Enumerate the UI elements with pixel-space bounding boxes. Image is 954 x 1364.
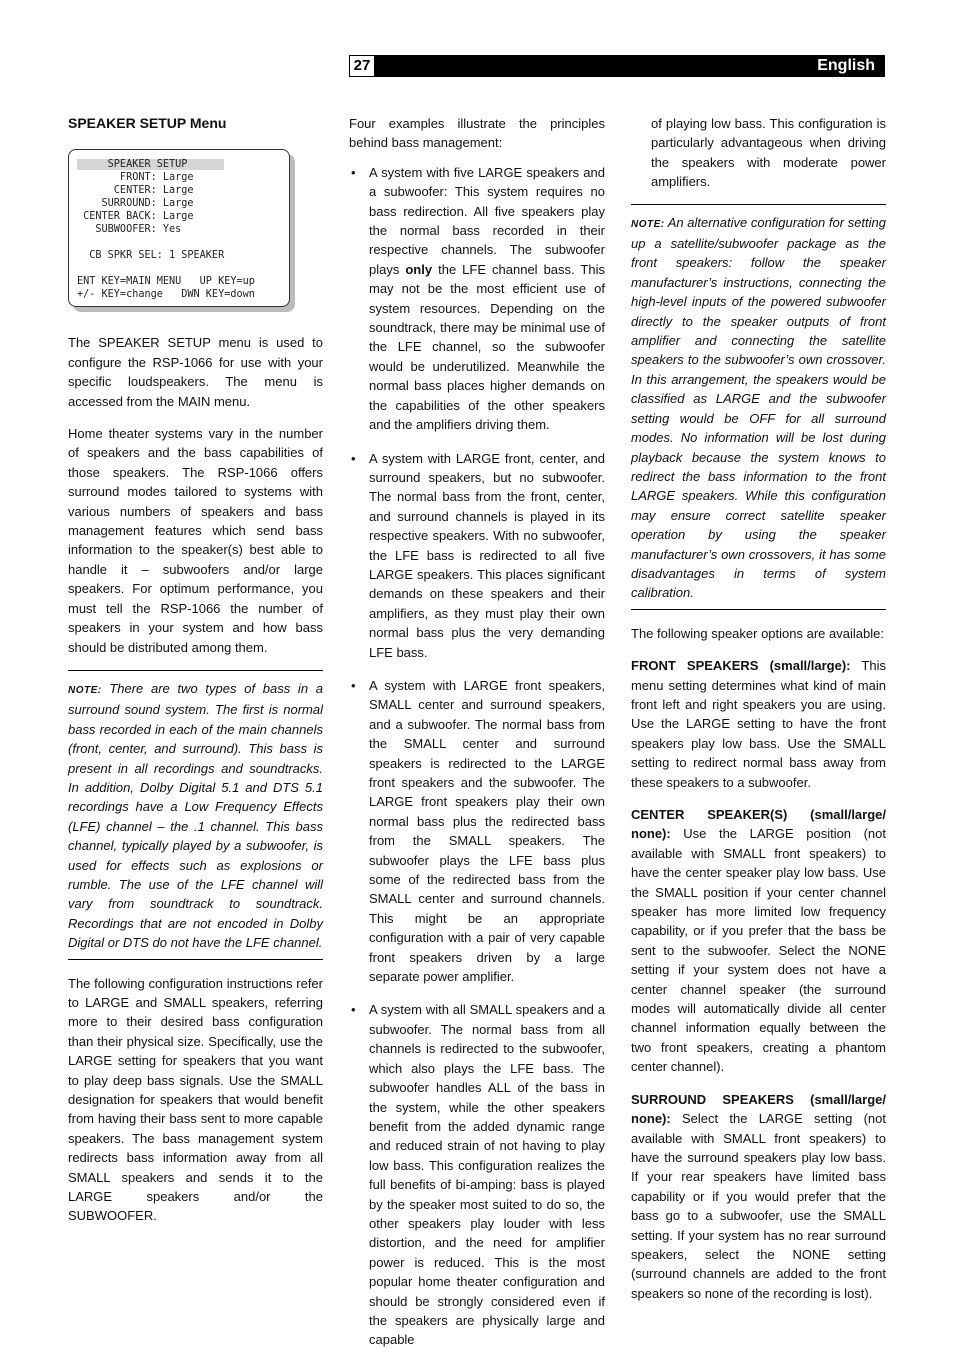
list-item-text: A system with five LARGE speakers and a subwoofer: This system requires no bass redirection. All five speakers play the normal bass recorded in their respective channels. The subwoofer plays bbox=[369, 164, 605, 277]
note-label: NOTE: bbox=[68, 684, 102, 696]
osd-screen bbox=[68, 149, 290, 307]
osd-line: CENTER BACK: Large bbox=[77, 211, 194, 223]
option-title: FRONT SPEAKERS (small/large): bbox=[631, 658, 851, 674]
osd-line: SURROUND: Large bbox=[77, 198, 194, 210]
option-title: SURROUND SPEAKERS (small/large/ none): bbox=[631, 1091, 886, 1127]
list-item: • A system with LARGE front speakers, SMALL center and surround speakers, and a subwoofer. The normal bass from the SMALL center and surround speakers is redirected to the LARGE front speakers and the subwoofer. The LARGE front speakers play their own normal bass plus the redirected bass from the SMALL speakers. The subwoofer plays the LFE bass plus some of the redirected bass from the SMALL center and surround channels. This might be an appropriate configuration with a pair of very capable front speakers driven by a large separate power amplifier. bbox=[349, 676, 605, 987]
paragraph: The following configuration instructions refer to LARGE and SMALL speakers, referring more to their desired bass configuration than their physical size. Specifically, use the LARGE setting for speakers that you want to play deep bass signals. Use the SMALL designation for speakers that would benefit from having their bass sent to more capable speakers. The bass management system redirects bass information away from all SMALL speakers and sends it to the LARGE speakers and/or the SUBWOOFER. bbox=[68, 975, 323, 1224]
osd-line: ENT KEY=MAIN MENU UP KEY=up bbox=[77, 276, 255, 288]
bullet-list bbox=[349, 163, 605, 1350]
note-label: NOTE: bbox=[631, 218, 665, 230]
note-box bbox=[631, 204, 886, 610]
option-description bbox=[631, 656, 886, 792]
option-text: Use the LARGE position (not available with SMALL front speakers) to have the center speaker play low bass. Use the SMALL position if your center channel speaker has more limited low frequency capability, or if you prefer that the bass be sent to the subwoofer. Select the NONE setting if your system does not have a center channel speaker (the surround modes will automatically divide all center channel information equally between the two front speakers, creating a phantom center channel). bbox=[631, 826, 886, 1075]
osd-line: FRONT: Large bbox=[77, 172, 194, 184]
option-title: CENTER SPEAKER(S) (small/large/ none): bbox=[631, 807, 886, 842]
osd-title: SPEAKER SETUP bbox=[77, 159, 225, 171]
section-heading: SPEAKER SETUP Menu bbox=[68, 115, 227, 131]
osd-line: SUBWOOFER: Yes bbox=[77, 224, 182, 236]
list-item: • A system with LARGE front, center, and surround speakers, but no subwoofer. The normal bass from the front, center, and surround channels is played in its respective speakers. With no subwoofer, the LFE bass is redirected to all five LARGE speakers. This places significant demands on these speakers and their amplifiers, as they must play their own normal bass plus the very demanding LFE bass. bbox=[349, 449, 605, 662]
column-left bbox=[68, 114, 323, 1239]
paragraph: Home theater systems vary in the number of speakers and the bass capabilities of those speakers. The RSP-1066 offers surround modes tailored to systems with various numbers of speakers and bass management features which send bass information to the speaker(s) best able to handle it – subwoofers and/or large speakers. For optimum performance, you must tell the RSP-1066 the number of speakers in your system and how bass should be distributed among them. bbox=[68, 426, 323, 655]
column-middle bbox=[349, 114, 605, 1364]
list-item bbox=[349, 163, 605, 435]
option-text: Select the LARGE setting (not available with SMALL front speakers) to have the surround speakers play low bass. If your rear speakers have limited bass capability or if you would prefer that the bass go to a subwoofer, use the SMALL setting. If your system has no rear surround speakers, select the NONE setting (surround channels are added to the front speakers so none of the recording is lost). bbox=[631, 1111, 886, 1301]
list-item-text: the LFE channel bass. This may not be the most efficient use of system resources. Depending on the soundtrack, there may be minimal use of the LFE channel, so the subwoofer would be underutilized. Meanwhile the normal bass places higher demands on the capabilities of the other speakers and the amplifiers driving them. bbox=[369, 261, 605, 433]
osd-screen-illustration bbox=[68, 149, 290, 311]
osd-line: +/- KEY=change DWN KEY=down bbox=[77, 289, 255, 301]
paragraph: The SPEAKER SETUP menu is used to configure the RSP-1066 for use with your specific loudspeakers. The menu is accessed from the MAIN menu. bbox=[68, 335, 323, 409]
option-description bbox=[631, 1090, 886, 1303]
note-box bbox=[68, 670, 323, 960]
note-text: There are two types of bass in a surround sound system. The first is normal bass recorded in each of the main channels (front, center, and surround). This bass is present in all recordings and soundtracks. In addition, Dolby Digital 5.1 and DTS 5.1 recordings have a Low Frequency Effects (LFE) channel – the .1 channel. This bass channel, typically played by a subwoofer, is used for effects such as explosions or rumble. The use of the LFE channel will vary from soundtrack to soundtrack. Recordings that are not encoded in Dolby Digital or DTS do not have the LFE channel. bbox=[68, 680, 323, 951]
page-number: 27 bbox=[349, 55, 375, 77]
list-item: • A system with all SMALL speakers and a subwoofer. The normal bass from all channels is redirected to the subwoofer, which also plays the LFE bass. The subwoofer handles ALL of the bass in the system, while the other speakers benefit from the added dynamic range and reduced strain of not having to play low bass. This configuration realizes the full benefits of bi-amping: bass is played by the speaker most suited to do so, the other speakers play louder with less distortion, and the need for amplifier power is reduced. This is the most popular home theater configuration and should be strongly considered even if the speakers are physically large and capable bbox=[349, 1000, 605, 1349]
emphasis-text: only bbox=[405, 261, 433, 277]
language-label: English bbox=[817, 57, 875, 74]
paragraph: Four examples illustrate the principles behind bass management: bbox=[349, 116, 605, 151]
column-right bbox=[631, 114, 886, 1316]
osd-line: CB SPKR SEL: 1 SPEAKER bbox=[77, 250, 225, 262]
option-description bbox=[631, 805, 886, 1077]
osd-line: CENTER: Large bbox=[77, 185, 194, 197]
paragraph: The following speaker options are available: bbox=[631, 625, 884, 641]
header-bar bbox=[349, 55, 885, 77]
option-text: This menu setting determines what kind of main front left and right speakers you are using. Use the LARGE setting to have the front speakers play low bass. Use the SMALL setting to redirect normal bass away from these speakers to a subwoofer. bbox=[631, 658, 886, 790]
note-text: An alternative configuration for setting up a satellite/subwoofer package as the front speakers: follow the speaker manufacturer’s instructions, connecting the high-level inputs of the powered subwoofer directly to the speaker outputs of front amplifier and connecting the satellite speakers to the subwoofer’s own crossover. In this arrangement, the speakers would be classified as LARGE and the subwoofer setting would be OFF for all surround modes. No information will be lost during playback because the system knows to redirect the bass information to the front LARGE speakers. While this configuration may ensure correct satellite speaker operation by using the speaker manufacturer’s own crossovers, it has some disadvantages in terms of system calibration. bbox=[631, 214, 886, 601]
paragraph: of playing low bass. This configuration is particularly advantageous when driving the speakers with moderate power amplifiers. bbox=[651, 116, 886, 190]
